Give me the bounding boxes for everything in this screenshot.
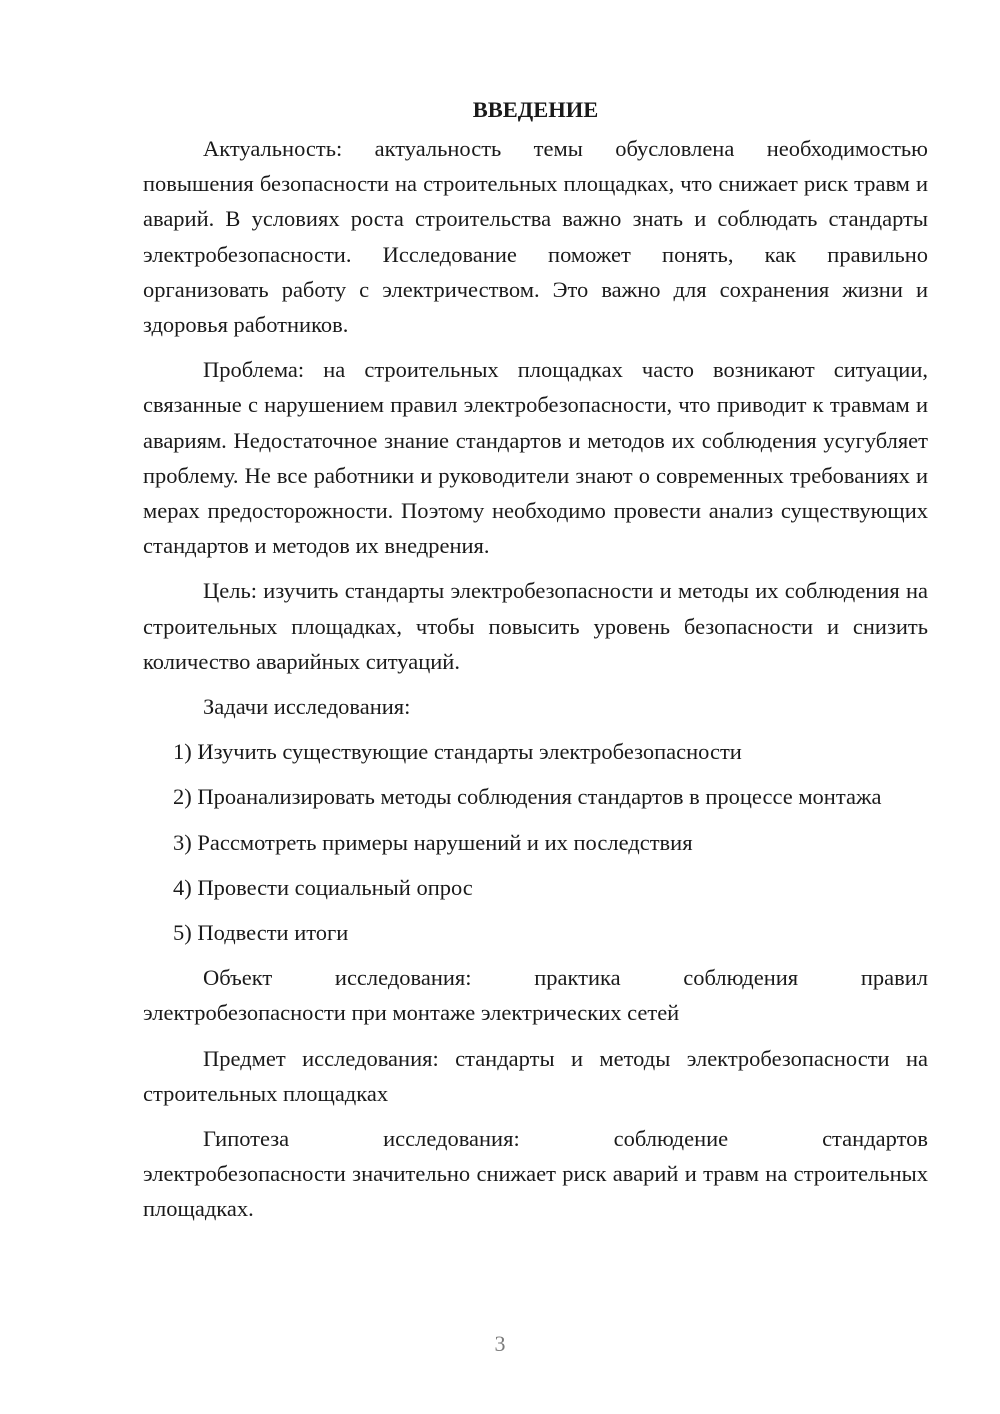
task-item-4: 4) Провести социальный опрос (173, 874, 473, 900)
problem-paragraph: Проблема: на строительных площадках часто возникают ситуации, связанные с нарушением правил электробезопасности, что приводит к травмам и авариям. Недостаточное знание стандартов и методов их соблюдения усугубляет проблему. Не все работники и руководители знают о современных требованиях и мерах предосторожности. Поэтому необходимо провести анализ существующих стандартов и методов их внедрения. (143, 357, 928, 559)
goal-paragraph: Цель: изучить стандарты электробезопасности и методы их соблюдения на строительных площадках, чтобы повысить уровень безопасности и снизить количество аварийных ситуаций. (143, 578, 928, 674)
page-title: ВВЕДЕНИЕ (472, 97, 599, 122)
hypothesis-line-2: электробезопасности значительно снижает риск аварий и травм на строительных площадках. (143, 1161, 928, 1222)
task-item-1: 1) Изучить существующие стандарты электробезопасности (173, 739, 742, 765)
tasks-heading: Задачи исследования: (203, 694, 411, 720)
hypothesis-line-1: Гипотеза исследования: соблюдение стандартов (203, 1126, 928, 1152)
relevance-paragraph: Актуальность: актуальность темы обусловлена необходимостью повышения безопасности на строительных площадках, что снижает риск травм и аварий. В условиях роста строительства важно знать и соблюдать стандарты электробезопасности. Исследование поможет понять, как правильно организовать работу с электричеством. Это важно для сохранения жизни и здоровья работников. (143, 136, 928, 338)
task-item-5: 5) Подвести итоги (173, 920, 349, 946)
subject-paragraph: Предмет исследования: стандарты и методы электробезопасности на строительных площадках (143, 1045, 928, 1106)
object-line-1: Объект исследования: практика соблюдения правил (203, 965, 928, 991)
task-item-2: 2) Проанализировать методы соблюдения стандартов в процессе монтажа (173, 784, 882, 810)
object-line-2: электробезопасности при монтаже электрических сетей (143, 1000, 680, 1026)
document-page (143, 92, 928, 1237)
hypothesis-paragraph (143, 1121, 928, 1227)
task-item-3: 3) Рассмотреть примеры нарушений и их последствия (173, 829, 693, 855)
page-number: 3 (494, 1331, 506, 1356)
object-paragraph (143, 960, 928, 1030)
